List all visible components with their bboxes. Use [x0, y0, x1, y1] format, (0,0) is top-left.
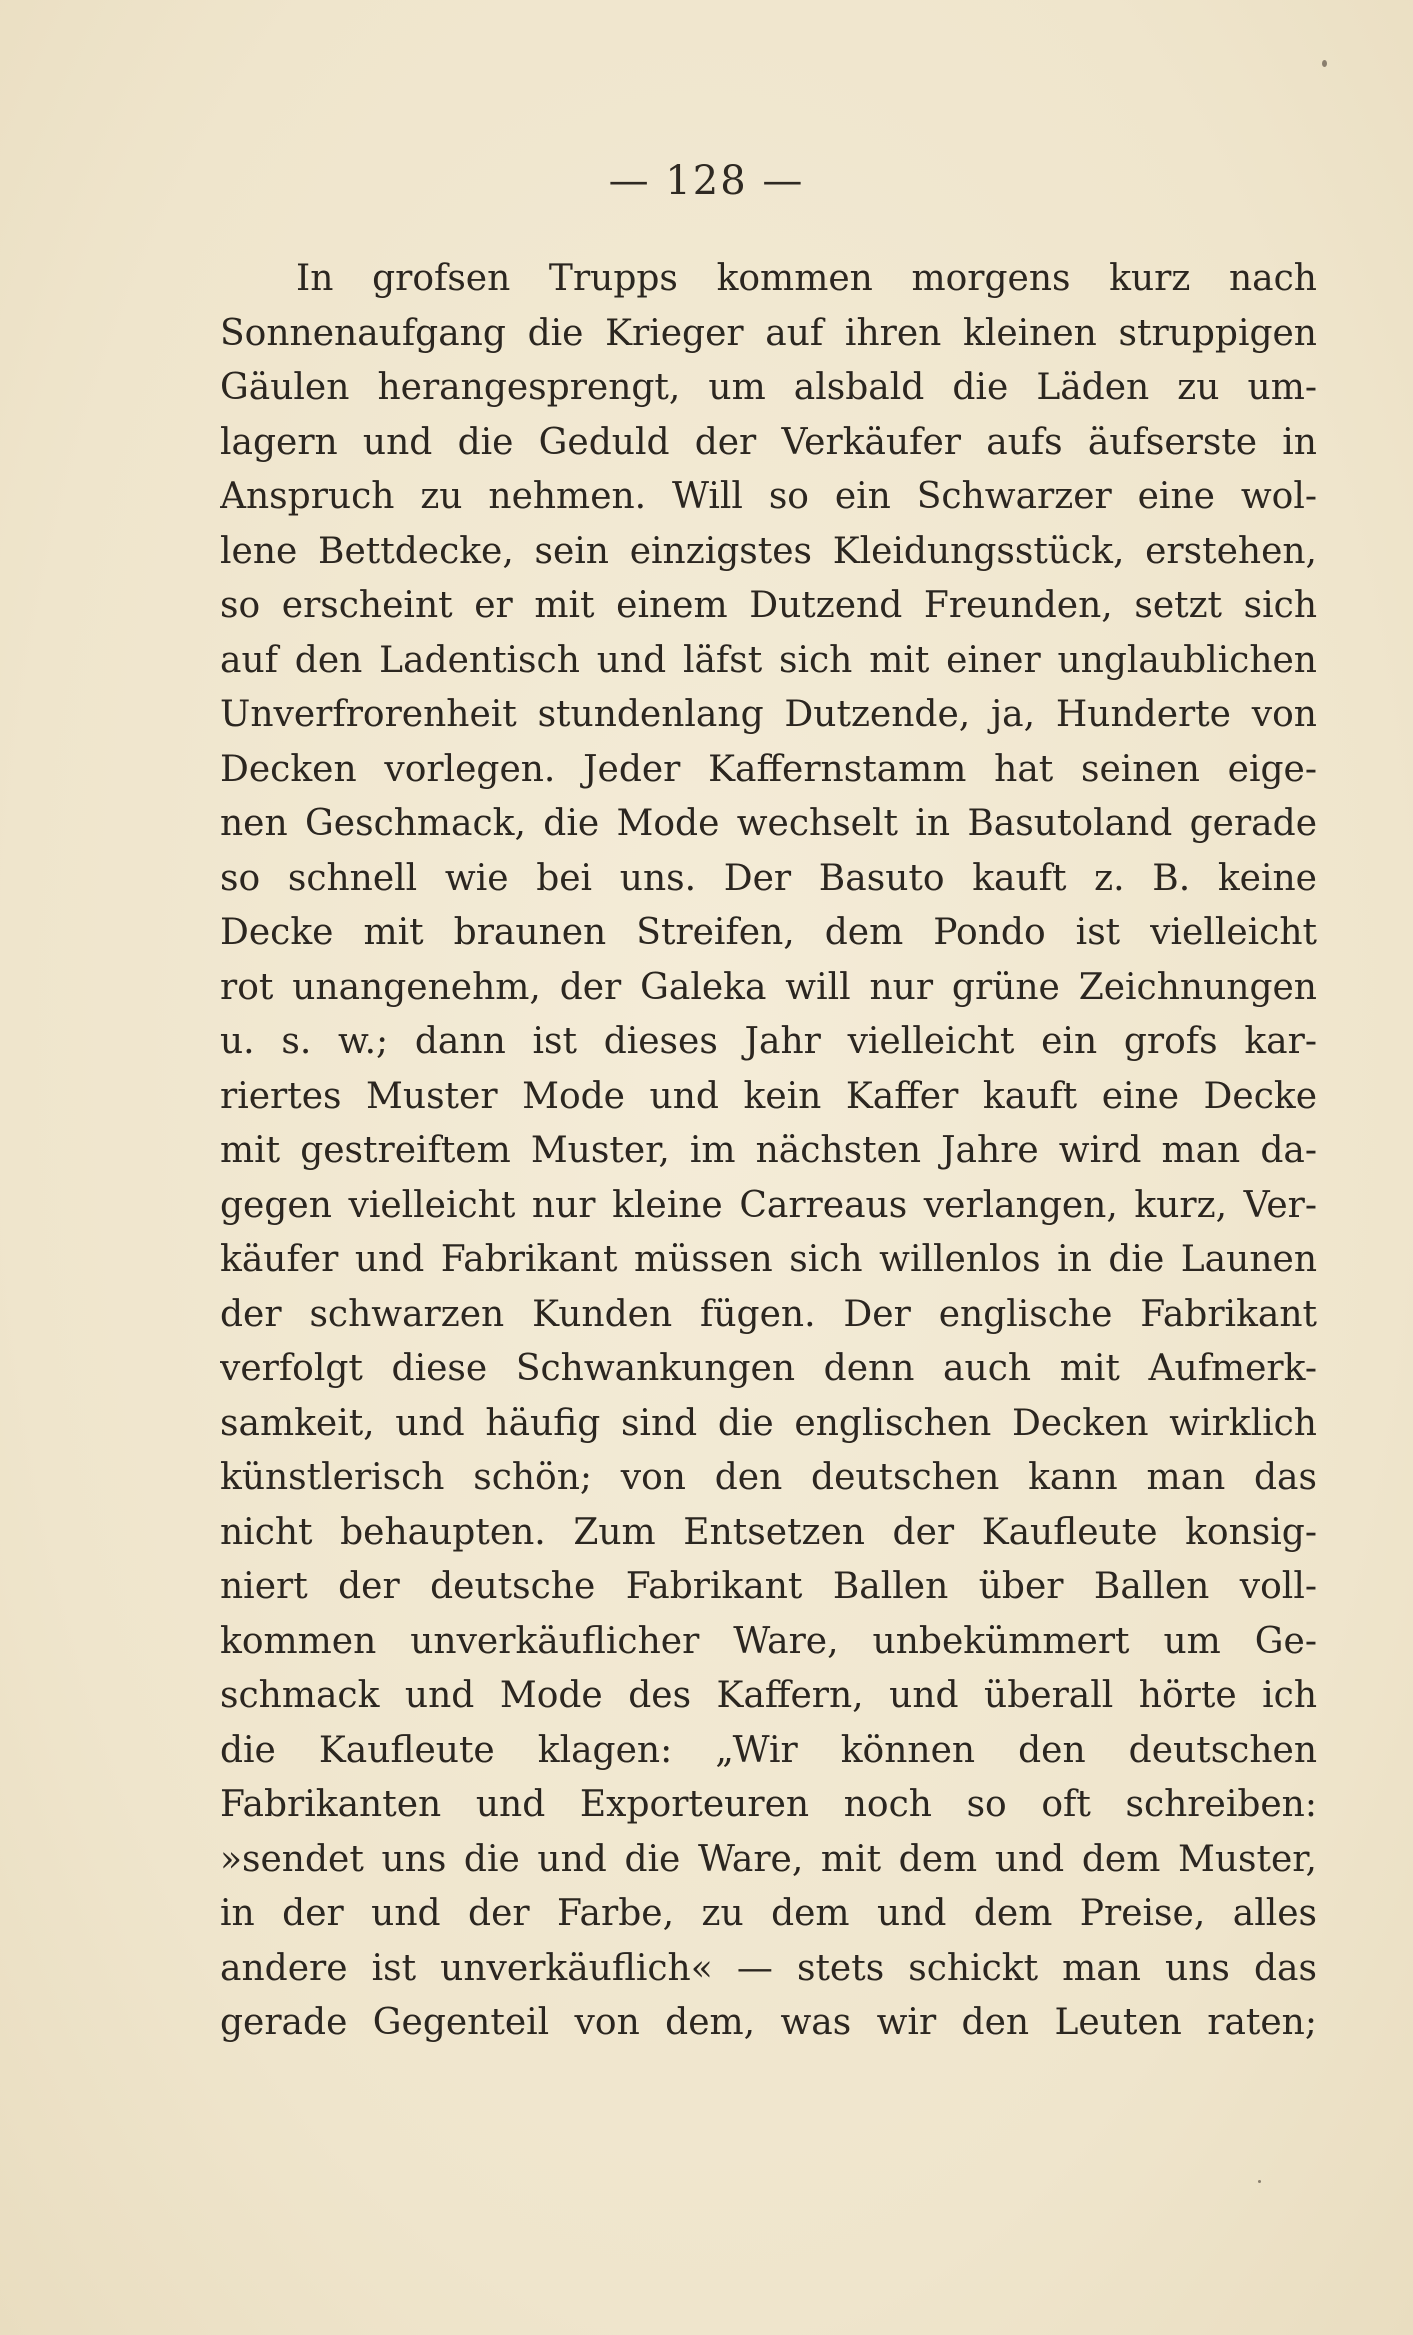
text-line: mit gestreiftem Muster, im nächsten Jahre wird man da-: [220, 1130, 1317, 1171]
text-line: rot unangenehm, der Galeka will nur grüne Zeichnungen: [220, 966, 1317, 1008]
text-line: in der und der Farbe, zu dem und dem Preise, alles: [220, 1893, 1317, 1934]
text-line: kommen unverkäuflicher Ware, unbekümmert um Ge-: [220, 1620, 1317, 1662]
text-line: Anspruch zu nehmen. Will so ein Schwarzer eine wol-: [220, 476, 1317, 517]
text-line: verfolgt diese Schwankungen denn auch mit Aufmerk-: [220, 1348, 1317, 1389]
text-line: auf den Ladentisch und läfst sich mit einer unglaublichen: [220, 639, 1317, 681]
text-line: so schnell wie bei uns. Der Basuto kauft z. B. keine: [220, 857, 1317, 899]
text-line: Gäulen herangesprengt, um alsbald die Läden zu um-: [220, 367, 1317, 408]
paper-speck: [1258, 2180, 1261, 2183]
text-line: gerade Gegenteil von dem, was wir den Leuten raten;: [220, 2002, 1317, 2043]
text-line: schmack und Mode des Kaffern, und überall hörte ich: [220, 1675, 1317, 1716]
text-line: »sendet uns die und die Ware, mit dem und dem Muster,: [220, 1838, 1317, 1880]
paper-speck: [1322, 60, 1327, 67]
text-line: künstlerisch schön; von den deutschen kann man das: [220, 1457, 1317, 1498]
text-line: samkeit, und häufig sind die englischen Decken wirklich: [220, 1402, 1317, 1444]
text-line: Decke mit braunen Streifen, dem Pondo ist vielleicht: [220, 912, 1317, 953]
text-line: andere ist unverkäuflich« — stets schickt man uns das: [220, 1947, 1317, 1989]
text-line: riertes Muster Mode und kein Kaffer kauft eine Decke: [220, 1075, 1317, 1117]
text-line: Unverfrorenheit stundenlang Dutzende, ja, Hunderte von: [220, 694, 1317, 735]
text-line: Fabrikanten und Exporteuren noch so oft schreiben:: [220, 1784, 1317, 1825]
text-line: der schwarzen Kunden fügen. Der englische Fabrikant: [220, 1293, 1317, 1335]
page-number: — 128 —: [608, 158, 805, 204]
text-line: In grofsen Trupps kommen morgens kurz nach: [296, 258, 1317, 299]
text-line: nen Geschmack, die Mode wechselt in Basutoland gerade: [220, 803, 1317, 844]
text-line: niert der deutsche Fabrikant Ballen über Ballen voll-: [220, 1566, 1317, 1607]
body-text: [220, 252, 1317, 2051]
text-line: Decken vorlegen. Jeder Kaffernstamm hat seinen eige-: [220, 748, 1317, 790]
text-line: u. s. w.; dann ist dieses Jahr vielleicht ein grofs kar-: [220, 1021, 1317, 1062]
text-line: so erscheint er mit einem Dutzend Freunden, setzt sich: [220, 585, 1317, 626]
text-line: lagern und die Geduld der Verkäufer aufs äufserste in: [220, 421, 1317, 463]
text-line: käufer und Fabrikant müssen sich willenlos in die Launen: [220, 1239, 1317, 1280]
text-line: lene Bettdecke, sein einzigstes Kleidungsstück, erstehen,: [220, 530, 1317, 572]
text-line: gegen vielleicht nur kleine Carreaus verlangen, kurz, Ver-: [220, 1184, 1317, 1226]
text-line: die Kaufleute klagen: „Wir können den deutschen: [220, 1729, 1317, 1771]
text-line: Sonnenaufgang die Krieger auf ihren kleinen struppigen: [220, 312, 1317, 354]
text-line: nicht behaupten. Zum Entsetzen der Kaufleute konsig-: [220, 1511, 1317, 1553]
